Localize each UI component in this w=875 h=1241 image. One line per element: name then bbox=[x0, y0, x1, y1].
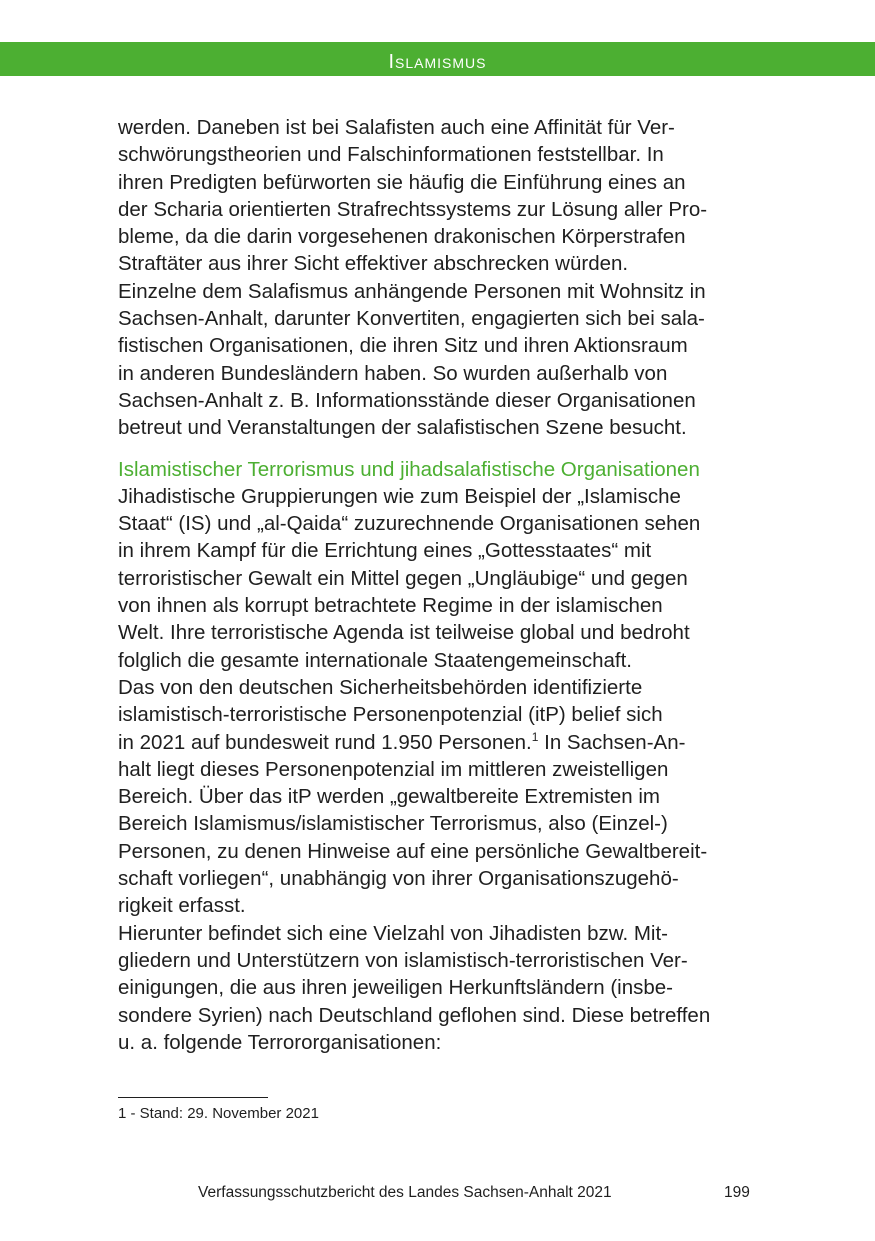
text-line: werden. Daneben ist bei Salafisten auch eine Affinität für Ver- bbox=[118, 116, 675, 139]
text-line: Staat“ (IS) und „al-Qaida“ zuzurechnende Organisationen sehen bbox=[118, 512, 701, 536]
text-line: u. a. folgende Terrororganisationen: bbox=[118, 1030, 442, 1054]
footnote-marker: 1 bbox=[531, 729, 539, 744]
footnoted-line bbox=[118, 729, 768, 756]
line-after-footnote: In Sachsen-An- bbox=[538, 730, 686, 754]
section-heading: Islamistischer Terrorismus und jihadsalafistische Organisationen bbox=[118, 457, 700, 481]
text-line: schaft vorliegen“, unabhängig von ihrer Organisationszugehö- bbox=[118, 867, 679, 891]
text-line: folglich die gesamte internationale Staatengemeinschaft. bbox=[118, 648, 632, 672]
text-line: islamistisch-terroristische Personenpotenzial (itP) belief sich bbox=[118, 703, 663, 727]
text-line: schwörungstheorien und Falschinformationen feststellbar. In bbox=[118, 143, 664, 167]
text-line: Personen, zu denen Hinweise auf eine persönliche Gewaltbereit- bbox=[118, 839, 708, 863]
text-line: von ihnen als korrupt betrachtete Regime in der islamischen bbox=[118, 594, 663, 618]
text-line: sondere Syrien) nach Deutschland geflohen sind. Diese betreffen bbox=[118, 1003, 711, 1027]
body-text bbox=[118, 114, 768, 1056]
footnote-divider bbox=[118, 1097, 268, 1098]
text-line: halt liegt dieses Personenpotenzial im mittleren zweistelligen bbox=[118, 757, 669, 781]
text-line: in ihrem Kampf für die Errichtung eines „Gottesstaates“ mit bbox=[118, 539, 652, 563]
text-line: einigungen, die aus ihren jeweiligen Herkunftsländern (insbe- bbox=[118, 976, 673, 1000]
text-line: ihren Predigten befürworten sie häufig die Einführung eines an bbox=[118, 170, 686, 194]
text-line: Bereich Islamismus/islamistischer Terrorismus, also (Einzel-) bbox=[118, 812, 668, 836]
paragraph-3 bbox=[118, 756, 768, 1056]
page-number: 199 bbox=[724, 1184, 750, 1201]
text-line: der Scharia orientierten Strafrechtssystems zur Lösung aller Pro- bbox=[118, 197, 708, 221]
text-line: Welt. Ihre terroristische Agenda ist teilweise global und bedroht bbox=[118, 621, 690, 645]
footer-title: Verfassungsschutzbericht des Landes Sachsen-Anhalt 2021 bbox=[198, 1184, 612, 1201]
header-band bbox=[0, 42, 875, 76]
text-line: in anderen Bundesländern haben. So wurden außerhalb von bbox=[118, 361, 668, 385]
text-line: Sachsen-Anhalt z. B. Informationsstände dieser Organisationen bbox=[118, 388, 696, 412]
text-line: bleme, da die darin vorgesehenen drakonischen Körperstrafen bbox=[118, 225, 686, 249]
text-line: gliedern und Unterstützern von islamistisch-terroristischen Ver- bbox=[118, 948, 688, 972]
text-line: Bereich. Über das itP werden „gewaltbereite Extremisten im bbox=[118, 785, 660, 809]
footnote: 1 - Stand: 29. November 2021 bbox=[118, 1105, 319, 1122]
text-line: Hierunter befindet sich eine Vielzahl von Jihadisten bzw. Mit- bbox=[118, 921, 668, 945]
text-line: fistischen Organisationen, die ihren Sitz und ihren Aktionsraum bbox=[118, 334, 688, 358]
text-line: Einzelne dem Salafismus anhängende Personen mit Wohnsitz in bbox=[118, 279, 706, 303]
text-line: rigkeit erfasst. bbox=[118, 894, 246, 918]
paragraph-gap bbox=[118, 442, 768, 456]
chapter-title: Islamismus bbox=[388, 51, 487, 73]
text-line: Sachsen-Anhalt, darunter Konvertiten, engagierten sich bei sala- bbox=[118, 307, 705, 331]
paragraph-1 bbox=[118, 114, 768, 442]
text-line: Straftäter aus ihrer Sicht effektiver abschrecken würden. bbox=[118, 252, 629, 276]
text-line: terroristischer Gewalt ein Mittel gegen „Ungläubige“ und gegen bbox=[118, 566, 688, 590]
text-line: Jihadistische Gruppierungen wie zum Beispiel der „Islamische bbox=[118, 484, 681, 508]
text-line: betreut und Veranstaltungen der salafistischen Szene besucht. bbox=[118, 416, 687, 440]
paragraph-2 bbox=[118, 483, 768, 756]
text-line: Das von den deutschen Sicherheitsbehörden identifizierte bbox=[118, 675, 643, 699]
line-before-footnote: in 2021 auf bundesweit rund 1.950 Personen. bbox=[118, 730, 532, 754]
